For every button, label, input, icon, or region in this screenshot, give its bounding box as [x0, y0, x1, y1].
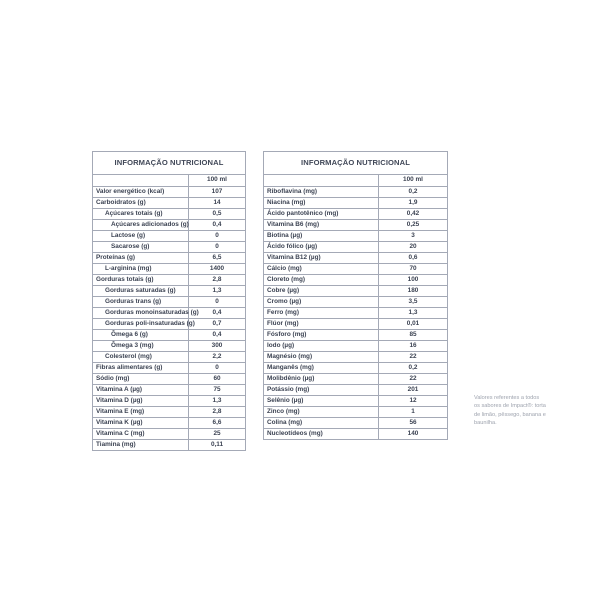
nutrient-name: Biotina (µg)	[264, 231, 379, 242]
nutrient-name: Molibdênio (µg)	[264, 374, 379, 385]
nutrient-value: 0,7	[189, 319, 246, 330]
nutrient-value: 0,6	[379, 253, 448, 264]
nutrient-name: Gorduras saturadas (g)	[93, 286, 189, 297]
nutrient-value: 60	[189, 374, 246, 385]
table-row	[93, 363, 246, 374]
table-row	[93, 440, 246, 451]
nutrient-value: 6,5	[189, 253, 246, 264]
nutrition-table-1	[92, 151, 246, 451]
table-row	[93, 429, 246, 440]
nutrient-name: Proteínas (g)	[93, 253, 189, 264]
nutrient-value: 12	[379, 396, 448, 407]
nutrient-value: 3,5	[379, 297, 448, 308]
table-row	[264, 407, 448, 418]
nutrition-table-2	[263, 151, 448, 440]
nutrient-value: 6,6	[189, 418, 246, 429]
nutrient-name: Ferro (mg)	[264, 308, 379, 319]
nutrient-value: 14	[189, 198, 246, 209]
nutrient-name: Vitamina A (µg)	[93, 385, 189, 396]
nutrient-name: Gorduras totais (g)	[93, 275, 189, 286]
nutrient-value: 1	[379, 407, 448, 418]
nutrient-value: 1400	[189, 264, 246, 275]
nutrient-name: Ácido pantotênico (mg)	[264, 209, 379, 220]
nutrient-name: Fibras alimentares (g)	[93, 363, 189, 374]
nutrient-name: Riboflavina (mg)	[264, 187, 379, 198]
nutrient-value: 0,4	[189, 220, 246, 231]
nutrient-name: Sódio (mg)	[93, 374, 189, 385]
nutrient-value: 0,5	[189, 209, 246, 220]
table-title: INFORMAÇÃO NUTRICIONAL	[93, 152, 246, 175]
nutrient-value: 20	[379, 242, 448, 253]
table-row	[264, 330, 448, 341]
nutrient-name: Flúor (mg)	[264, 319, 379, 330]
table-row	[264, 385, 448, 396]
nutrient-name: Açúcares totais (g)	[93, 209, 189, 220]
table-row	[264, 286, 448, 297]
nutrient-value: 0,25	[379, 220, 448, 231]
nutrient-name: Sacarose (g)	[93, 242, 189, 253]
nutrient-value: 1,3	[189, 396, 246, 407]
table-row	[264, 297, 448, 308]
nutrient-name: L-arginina (mg)	[93, 264, 189, 275]
nutrient-name: Vitamina B12 (µg)	[264, 253, 379, 264]
nutrient-name: Valor energético (kcal)	[93, 187, 189, 198]
nutrient-name: Gorduras monoinsaturadas (g)	[93, 308, 189, 319]
table-row	[264, 396, 448, 407]
nutrient-value: 0,11	[189, 440, 246, 451]
table-row	[264, 363, 448, 374]
footnote: Valores referentes a todos os sabores de Impact®: torta de limão, pêssego, banana e baunilha.	[474, 395, 546, 427]
nutrient-value: 0,42	[379, 209, 448, 220]
table-row	[93, 385, 246, 396]
nutrient-name: Magnésio (mg)	[264, 352, 379, 363]
nutrient-name: Manganês (mg)	[264, 363, 379, 374]
nutrient-name: Carboidratos (g)	[93, 198, 189, 209]
table-row	[93, 341, 246, 352]
nutrient-name: Potássio (mg)	[264, 385, 379, 396]
nutrient-value: 2,8	[189, 275, 246, 286]
table-row	[93, 220, 246, 231]
nutrient-value: 2,8	[189, 407, 246, 418]
nutrient-value: 100	[379, 275, 448, 286]
table-row	[93, 242, 246, 253]
table-row	[93, 319, 246, 330]
nutrient-value: 1,3	[189, 286, 246, 297]
nutrient-value: 201	[379, 385, 448, 396]
nutrient-value: 0,2	[379, 363, 448, 374]
table-row	[93, 396, 246, 407]
table-row	[264, 319, 448, 330]
nutrient-name: Colina (mg)	[264, 418, 379, 429]
nutrient-name: Vitamina K (µg)	[93, 418, 189, 429]
table-row	[93, 374, 246, 385]
nutrient-value: 107	[189, 187, 246, 198]
table-row	[264, 352, 448, 363]
nutrient-name: Cálcio (mg)	[264, 264, 379, 275]
nutrient-name: Ômega 3 (mg)	[93, 341, 189, 352]
table-row	[93, 418, 246, 429]
table-row	[264, 341, 448, 352]
table-row	[264, 275, 448, 286]
table-row	[93, 286, 246, 297]
nutrient-name: Ácido fólico (µg)	[264, 242, 379, 253]
table-row	[93, 352, 246, 363]
nutrient-value: 180	[379, 286, 448, 297]
nutrient-name: Gorduras trans (g)	[93, 297, 189, 308]
table-row	[93, 407, 246, 418]
nutrient-value: 70	[379, 264, 448, 275]
table-row	[264, 429, 448, 440]
nutrient-value: 56	[379, 418, 448, 429]
nutrient-value: 0	[189, 242, 246, 253]
nutrient-name: Nucleotídeos (mg)	[264, 429, 379, 440]
table-row	[93, 308, 246, 319]
nutrient-name: Gorduras poli-insaturadas (g)	[93, 319, 189, 330]
nutrient-name: Vitamina E (mg)	[93, 407, 189, 418]
table-row	[93, 209, 246, 220]
nutrient-name: Selênio (µg)	[264, 396, 379, 407]
table-row	[264, 308, 448, 319]
table-row	[264, 418, 448, 429]
table-row	[93, 297, 246, 308]
table-title: INFORMAÇÃO NUTRICIONAL	[264, 152, 448, 175]
nutrient-name: Vitamina D (µg)	[93, 396, 189, 407]
nutrient-value: 3	[379, 231, 448, 242]
nutrient-value: 0,01	[379, 319, 448, 330]
table-row	[264, 231, 448, 242]
nutrient-value: 25	[189, 429, 246, 440]
nutrient-name: Iodo (µg)	[264, 341, 379, 352]
unit-header: 100 ml	[379, 175, 448, 187]
nutrient-name: Niacina (mg)	[264, 198, 379, 209]
nutrient-name: Cromo (µg)	[264, 297, 379, 308]
nutrient-name: Tiamina (mg)	[93, 440, 189, 451]
table-row	[264, 209, 448, 220]
nutrient-value: 16	[379, 341, 448, 352]
table-row	[93, 198, 246, 209]
header-empty-cell	[264, 175, 379, 187]
table-row	[264, 242, 448, 253]
nutrient-name: Açúcares adicionados (g)	[93, 220, 189, 231]
table-row	[93, 187, 246, 198]
nutrient-value: 2,2	[189, 352, 246, 363]
nutrient-value: 0,4	[189, 308, 246, 319]
table-row	[264, 374, 448, 385]
table-row	[93, 330, 246, 341]
nutrient-value: 300	[189, 341, 246, 352]
nutrient-name: Ômega 6 (g)	[93, 330, 189, 341]
unit-header: 100 ml	[189, 175, 246, 187]
nutrient-value: 0	[189, 297, 246, 308]
nutrient-value: 0,2	[379, 187, 448, 198]
table-row	[264, 220, 448, 231]
nutrient-name: Cloreto (mg)	[264, 275, 379, 286]
table-row	[93, 264, 246, 275]
nutrient-name: Fósforo (mg)	[264, 330, 379, 341]
nutrient-name: Vitamina C (mg)	[93, 429, 189, 440]
nutrient-value: 1,9	[379, 198, 448, 209]
nutrient-value: 75	[189, 385, 246, 396]
table-row	[93, 253, 246, 264]
table-row	[93, 275, 246, 286]
header-empty-cell	[93, 175, 189, 187]
nutrient-value: 0,4	[189, 330, 246, 341]
nutrient-name: Vitamina B6 (mg)	[264, 220, 379, 231]
nutrient-value: 1,3	[379, 308, 448, 319]
nutrient-value: 22	[379, 352, 448, 363]
nutrient-value: 0	[189, 363, 246, 374]
nutrient-name: Zinco (mg)	[264, 407, 379, 418]
table-row	[264, 264, 448, 275]
table-row	[264, 253, 448, 264]
nutrient-value: 85	[379, 330, 448, 341]
table-row	[93, 231, 246, 242]
table-row	[264, 198, 448, 209]
nutrient-name: Colesterol (mg)	[93, 352, 189, 363]
nutrient-value: 0	[189, 231, 246, 242]
nutrient-name: Lactose (g)	[93, 231, 189, 242]
nutrient-value: 140	[379, 429, 448, 440]
nutrient-name: Cobre (µg)	[264, 286, 379, 297]
nutrient-value: 22	[379, 374, 448, 385]
table-row	[264, 187, 448, 198]
